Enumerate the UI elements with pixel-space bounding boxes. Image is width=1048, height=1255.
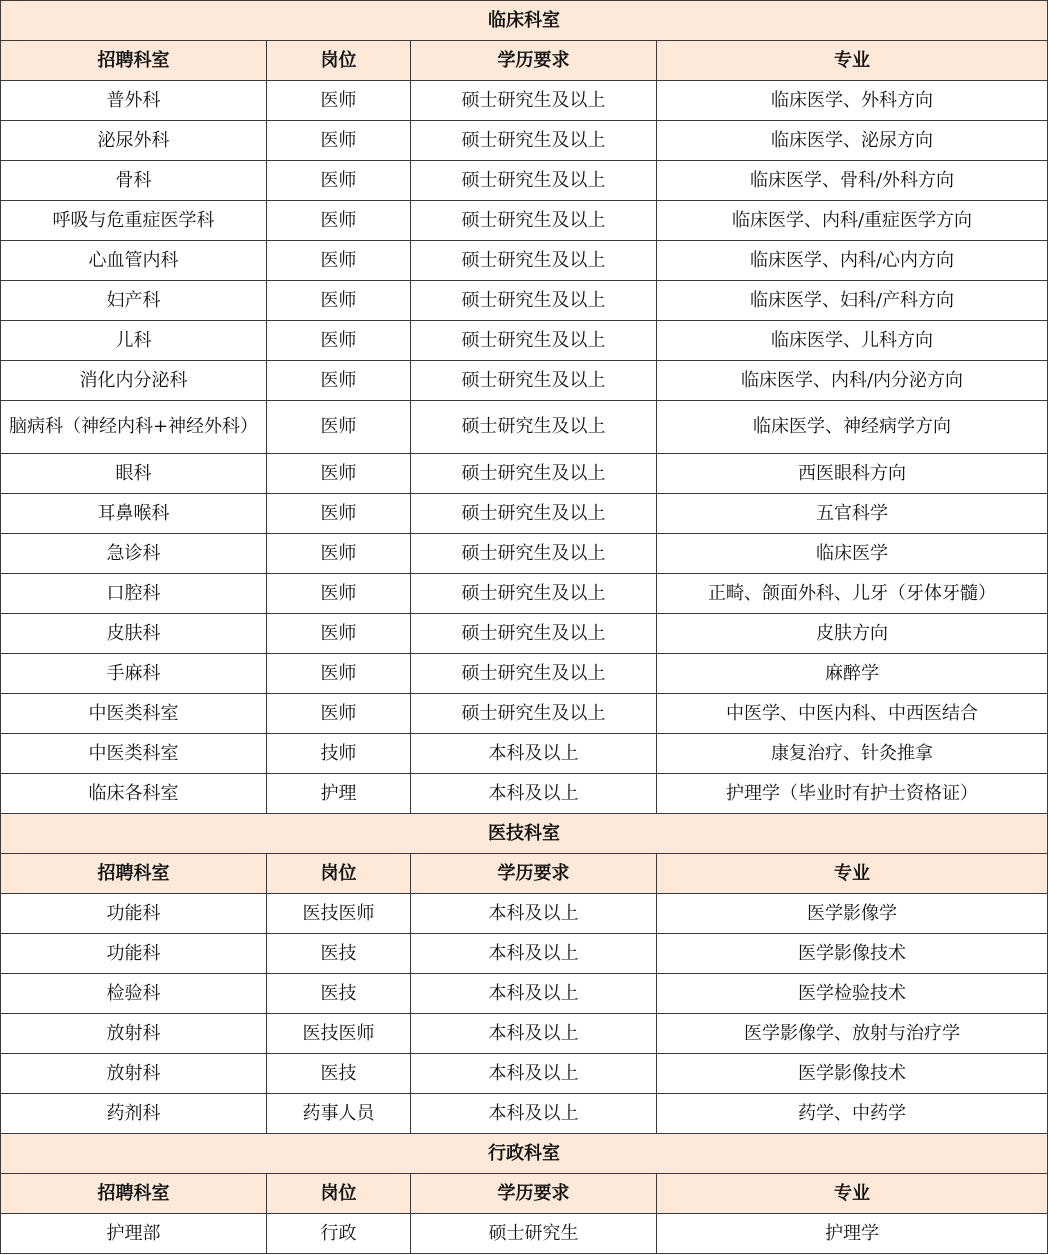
cell-department: 泌尿外科 — [1, 121, 267, 161]
cell-education: 本科及以上 — [411, 1094, 657, 1134]
column-header-major: 专业 — [657, 854, 1048, 894]
column-header-department: 招聘科室 — [1, 854, 267, 894]
cell-position: 医师 — [267, 281, 411, 321]
cell-major: 临床医学 — [657, 534, 1048, 574]
column-header-row — [1, 1174, 1048, 1214]
column-header-department: 招聘科室 — [1, 41, 267, 81]
cell-education: 硕士研究生及以上 — [411, 494, 657, 534]
cell-position: 医师 — [267, 574, 411, 614]
cell-department: 检验科 — [1, 974, 267, 1014]
cell-position: 医师 — [267, 494, 411, 534]
cell-major: 护理学（毕业时有护士资格证） — [657, 774, 1048, 814]
cell-education: 硕士研究生及以上 — [411, 241, 657, 281]
cell-position: 医师 — [267, 454, 411, 494]
cell-position: 医师 — [267, 201, 411, 241]
table-row — [1, 974, 1048, 1014]
column-header-position: 岗位 — [267, 854, 411, 894]
cell-position: 医技医师 — [267, 1014, 411, 1054]
table-row — [1, 1054, 1048, 1094]
cell-major: 护理学 — [657, 1214, 1048, 1254]
cell-department: 骨科 — [1, 161, 267, 201]
column-header-row — [1, 41, 1048, 81]
cell-department: 中医类科室 — [1, 694, 267, 734]
cell-position: 护理 — [267, 774, 411, 814]
column-header-major: 专业 — [657, 41, 1048, 81]
cell-department: 功能科 — [1, 934, 267, 974]
cell-department: 呼吸与危重症医学科 — [1, 201, 267, 241]
cell-major: 临床医学、儿科方向 — [657, 321, 1048, 361]
cell-major: 临床医学、泌尿方向 — [657, 121, 1048, 161]
cell-department: 放射科 — [1, 1014, 267, 1054]
cell-department: 护理部 — [1, 1214, 267, 1254]
table-row — [1, 934, 1048, 974]
cell-position: 医师 — [267, 614, 411, 654]
section-title: 行政科室 — [1, 1134, 1048, 1174]
table-row — [1, 534, 1048, 574]
cell-major: 麻醉学 — [657, 654, 1048, 694]
cell-major: 医学影像学 — [657, 894, 1048, 934]
cell-position: 医师 — [267, 361, 411, 401]
cell-position: 医师 — [267, 121, 411, 161]
cell-education: 硕士研究生及以上 — [411, 574, 657, 614]
cell-position: 行政 — [267, 1214, 411, 1254]
section-title-row — [1, 814, 1048, 854]
cell-position: 医师 — [267, 81, 411, 121]
cell-major: 医学影像学、放射与治疗学 — [657, 1014, 1048, 1054]
cell-major: 药学、中药学 — [657, 1094, 1048, 1134]
cell-major: 中医学、中医内科、中西医结合 — [657, 694, 1048, 734]
recruitment-table-body — [1, 1, 1048, 1254]
cell-department: 功能科 — [1, 894, 267, 934]
section-title: 医技科室 — [1, 814, 1048, 854]
cell-education: 本科及以上 — [411, 934, 657, 974]
cell-education: 硕士研究生及以上 — [411, 654, 657, 694]
cell-education: 硕士研究生及以上 — [411, 614, 657, 654]
cell-department: 耳鼻喉科 — [1, 494, 267, 534]
cell-education: 硕士研究生及以上 — [411, 534, 657, 574]
cell-major: 医学影像技术 — [657, 934, 1048, 974]
cell-position: 医技医师 — [267, 894, 411, 934]
cell-major: 临床医学、外科方向 — [657, 81, 1048, 121]
cell-education: 硕士研究生及以上 — [411, 121, 657, 161]
cell-department: 急诊科 — [1, 534, 267, 574]
table-row — [1, 121, 1048, 161]
section-title-row — [1, 1, 1048, 41]
cell-department: 药剂科 — [1, 1094, 267, 1134]
table-row — [1, 694, 1048, 734]
table-row — [1, 654, 1048, 694]
cell-position: 医师 — [267, 401, 411, 454]
cell-education: 硕士研究生及以上 — [411, 694, 657, 734]
table-row — [1, 454, 1048, 494]
cell-department: 放射科 — [1, 1054, 267, 1094]
cell-position: 医师 — [267, 241, 411, 281]
table-row — [1, 1014, 1048, 1054]
table-row — [1, 1094, 1048, 1134]
column-header-row — [1, 854, 1048, 894]
table-row — [1, 281, 1048, 321]
table-row — [1, 401, 1048, 454]
cell-major: 皮肤方向 — [657, 614, 1048, 654]
table-row — [1, 161, 1048, 201]
column-header-position: 岗位 — [267, 41, 411, 81]
cell-education: 硕士研究生及以上 — [411, 454, 657, 494]
cell-major: 临床医学、妇科/产科方向 — [657, 281, 1048, 321]
cell-education: 本科及以上 — [411, 894, 657, 934]
cell-position: 医师 — [267, 321, 411, 361]
section-title: 临床科室 — [1, 1, 1048, 41]
table-row — [1, 1214, 1048, 1254]
cell-department: 手麻科 — [1, 654, 267, 694]
cell-major: 康复治疗、针灸推拿 — [657, 734, 1048, 774]
cell-education: 硕士研究生及以上 — [411, 321, 657, 361]
table-row — [1, 321, 1048, 361]
cell-position: 医师 — [267, 654, 411, 694]
table-row — [1, 574, 1048, 614]
section-title-row — [1, 1134, 1048, 1174]
cell-education: 本科及以上 — [411, 774, 657, 814]
cell-department: 口腔科 — [1, 574, 267, 614]
cell-position: 药事人员 — [267, 1094, 411, 1134]
column-header-education: 学历要求 — [411, 41, 657, 81]
cell-position: 医技 — [267, 1054, 411, 1094]
cell-major: 临床医学、内科/内分泌方向 — [657, 361, 1048, 401]
cell-position: 技师 — [267, 734, 411, 774]
column-header-education: 学历要求 — [411, 1174, 657, 1214]
cell-position: 医师 — [267, 161, 411, 201]
cell-education: 硕士研究生及以上 — [411, 401, 657, 454]
column-header-major: 专业 — [657, 1174, 1048, 1214]
table-row — [1, 734, 1048, 774]
table-row — [1, 614, 1048, 654]
cell-education: 硕士研究生及以上 — [411, 201, 657, 241]
cell-education: 本科及以上 — [411, 1014, 657, 1054]
cell-department: 脑病科（神经内科+神经外科） — [1, 401, 267, 454]
cell-education: 硕士研究生及以上 — [411, 361, 657, 401]
table-row — [1, 361, 1048, 401]
cell-major: 临床医学、内科/重症医学方向 — [657, 201, 1048, 241]
cell-position: 医师 — [267, 534, 411, 574]
cell-department: 普外科 — [1, 81, 267, 121]
cell-department: 儿科 — [1, 321, 267, 361]
table-row — [1, 81, 1048, 121]
cell-education: 本科及以上 — [411, 974, 657, 1014]
cell-department: 消化内分泌科 — [1, 361, 267, 401]
cell-education: 本科及以上 — [411, 734, 657, 774]
table-row — [1, 894, 1048, 934]
cell-position: 医技 — [267, 934, 411, 974]
cell-department: 中医类科室 — [1, 734, 267, 774]
cell-major: 临床医学、骨科/外科方向 — [657, 161, 1048, 201]
cell-education: 本科及以上 — [411, 1054, 657, 1094]
cell-major: 西医眼科方向 — [657, 454, 1048, 494]
cell-position: 医技 — [267, 974, 411, 1014]
cell-major: 临床医学、神经病学方向 — [657, 401, 1048, 454]
column-header-position: 岗位 — [267, 1174, 411, 1214]
cell-major: 五官科学 — [657, 494, 1048, 534]
cell-position: 医师 — [267, 694, 411, 734]
column-header-education: 学历要求 — [411, 854, 657, 894]
cell-education: 硕士研究生及以上 — [411, 281, 657, 321]
cell-education: 硕士研究生及以上 — [411, 81, 657, 121]
table-row — [1, 241, 1048, 281]
table-row — [1, 774, 1048, 814]
cell-major: 正畸、颌面外科、儿牙（牙体牙髓） — [657, 574, 1048, 614]
cell-major: 医学检验技术 — [657, 974, 1048, 1014]
cell-department: 眼科 — [1, 454, 267, 494]
cell-department: 心血管内科 — [1, 241, 267, 281]
cell-education: 硕士研究生 — [411, 1214, 657, 1254]
cell-department: 皮肤科 — [1, 614, 267, 654]
cell-major: 临床医学、内科/心内方向 — [657, 241, 1048, 281]
cell-department: 妇产科 — [1, 281, 267, 321]
table-row — [1, 201, 1048, 241]
column-header-department: 招聘科室 — [1, 1174, 267, 1214]
table-row — [1, 494, 1048, 534]
cell-education: 硕士研究生及以上 — [411, 161, 657, 201]
cell-major: 医学影像技术 — [657, 1054, 1048, 1094]
cell-department: 临床各科室 — [1, 774, 267, 814]
